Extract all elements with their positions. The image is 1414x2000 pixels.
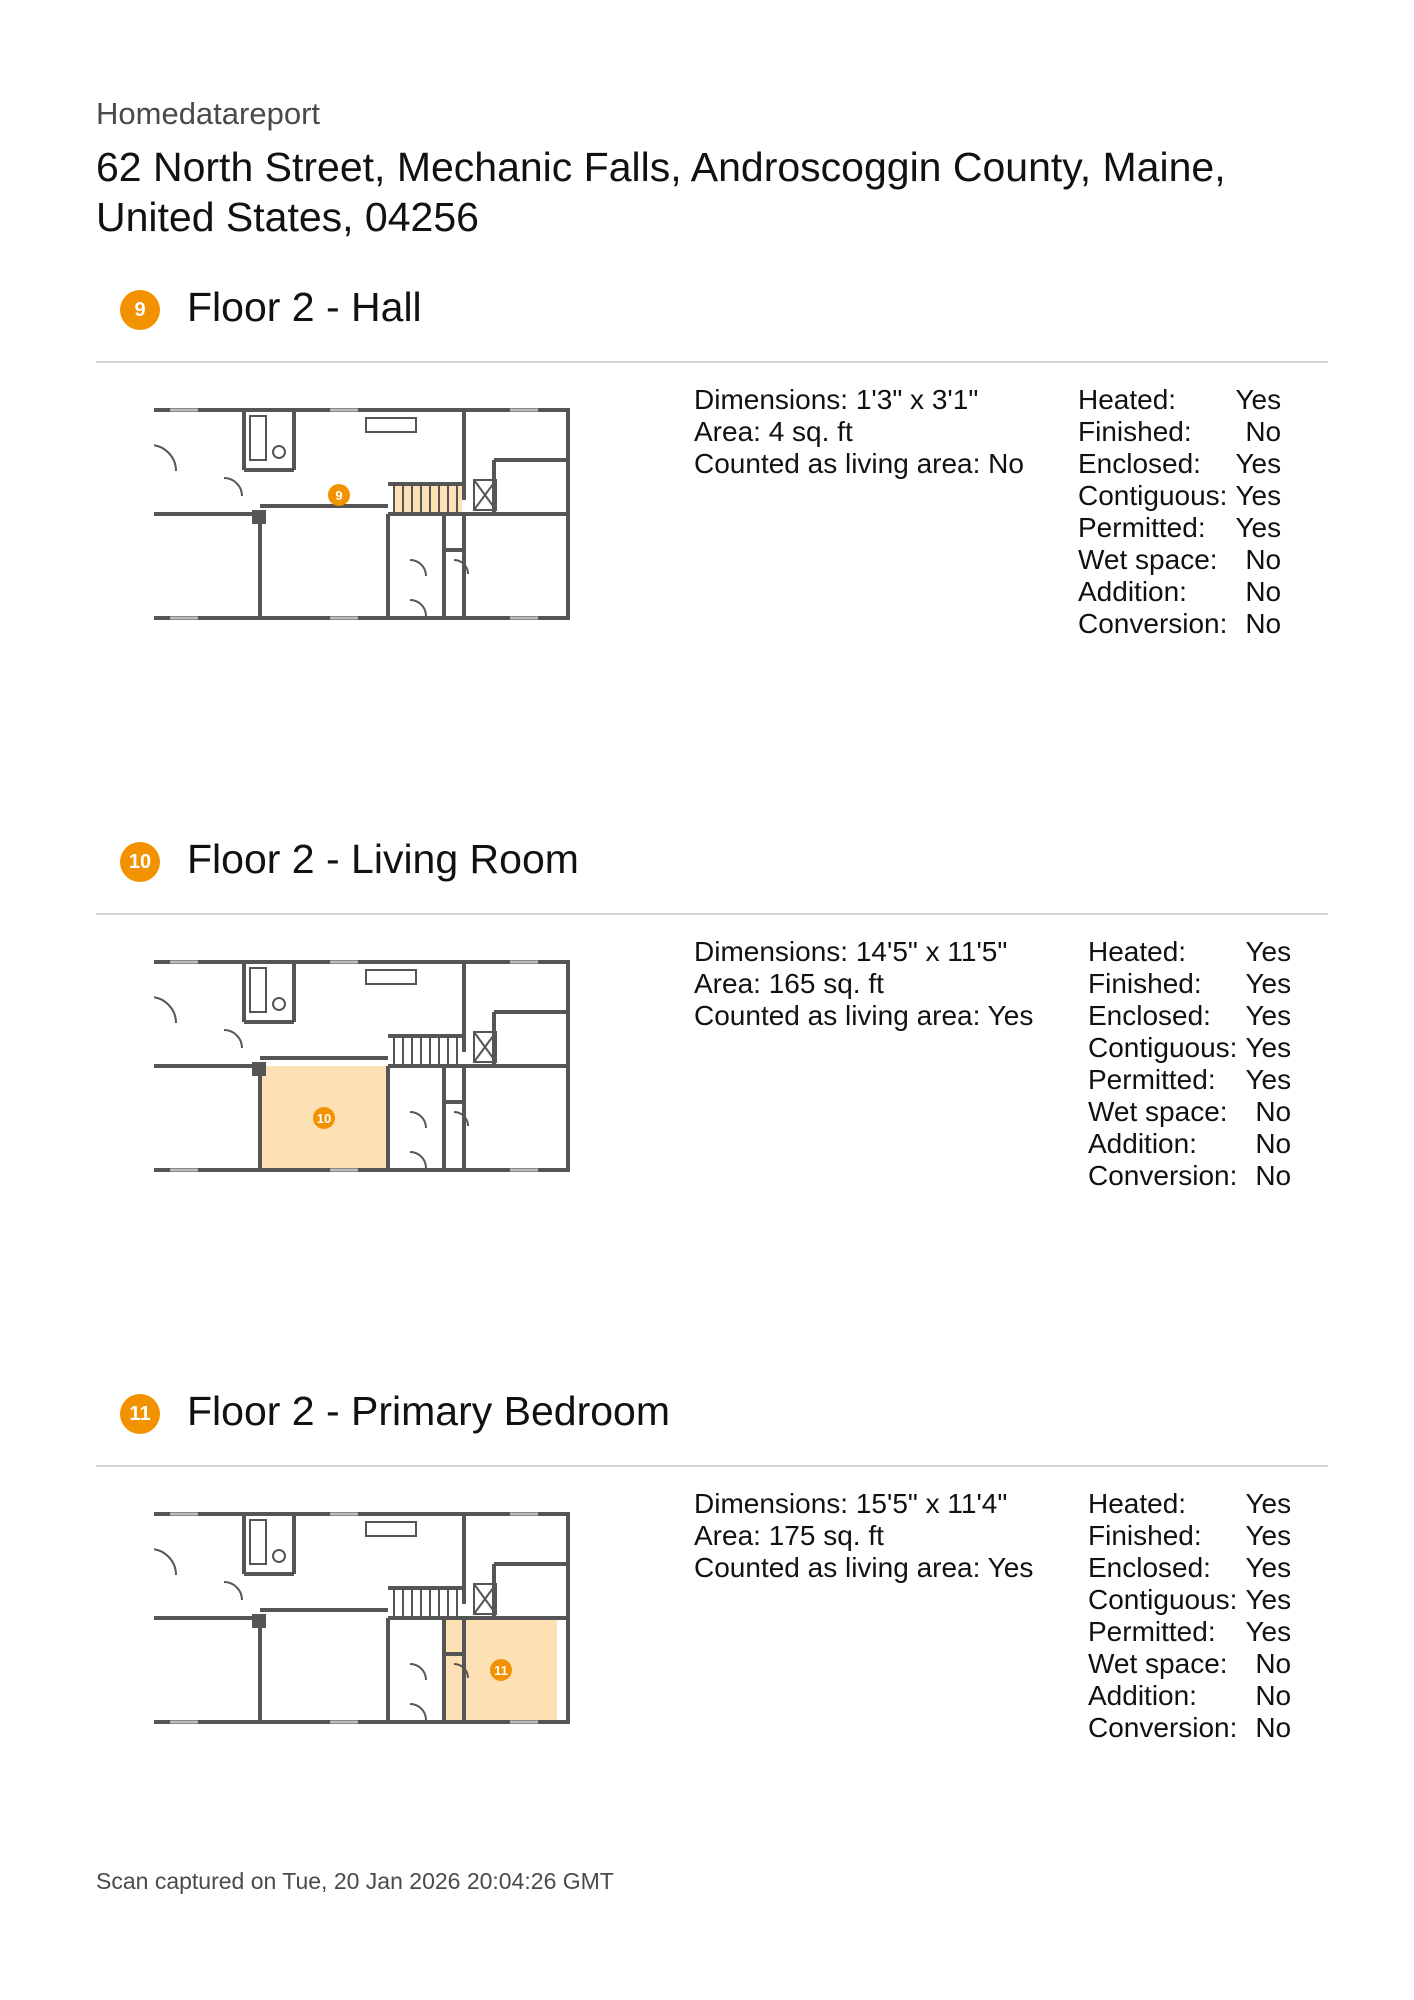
- property-label: Addition:: [1088, 1680, 1197, 1711]
- property-value: No: [1255, 1096, 1292, 1127]
- room-section: [96, 836, 1328, 1362]
- room-number-badge: 9: [120, 290, 160, 330]
- floor-plan: [154, 370, 614, 700]
- room-properties: [1088, 936, 1291, 1192]
- property-label: Addition:: [1088, 1128, 1197, 1159]
- property-label: Enclosed:: [1088, 1552, 1211, 1583]
- room-dimensions: Dimensions: 1'3" x 3'1": [694, 384, 979, 415]
- kitchen-counter: [366, 1522, 416, 1536]
- door-swing: [154, 445, 176, 471]
- property-label: Wet space:: [1078, 544, 1218, 575]
- brand-name: Homedatareport: [96, 96, 321, 131]
- property-value: No: [1245, 544, 1282, 575]
- door-swing: [224, 1030, 242, 1048]
- property-value: No: [1245, 608, 1282, 639]
- room-section: [96, 1388, 1328, 1914]
- floor-plan: [154, 1474, 614, 1804]
- kitchen-counter: [366, 970, 416, 984]
- property-value: Yes: [1245, 1552, 1292, 1583]
- property-value: Yes: [1245, 1000, 1292, 1031]
- property-value: Yes: [1235, 384, 1282, 415]
- property-label: Permitted:: [1088, 1616, 1216, 1647]
- sink: [273, 446, 285, 458]
- door-swing: [224, 1582, 242, 1600]
- room-info: [694, 384, 1024, 480]
- property-value: Yes: [1245, 1064, 1292, 1095]
- property-label: Conversion:: [1088, 1160, 1238, 1191]
- chimney: [252, 1614, 266, 1628]
- scan-timestamp: Scan captured on Tue, 20 Jan 2026 20:04:26 GMT: [96, 1868, 614, 1894]
- property-value: Yes: [1245, 1032, 1292, 1063]
- room-area: Area: 175 sq. ft: [694, 1520, 884, 1551]
- room-title: Floor 2 - Primary Bedroom: [187, 1388, 671, 1434]
- property-label: Heated:: [1088, 936, 1187, 967]
- property-label: Finished:: [1078, 416, 1192, 447]
- room-marker-label: 10: [316, 1111, 332, 1126]
- property-label: Finished:: [1088, 1520, 1202, 1551]
- room-properties: [1088, 1488, 1291, 1744]
- property-value: No: [1245, 416, 1282, 447]
- property-label: Contiguous:: [1088, 1584, 1238, 1615]
- floor-plan: [154, 922, 614, 1252]
- property-label: Enclosed:: [1088, 1000, 1211, 1031]
- floor-plan-drawing: [154, 410, 568, 618]
- door-swing: [224, 478, 242, 496]
- property-label: Heated:: [1088, 1488, 1187, 1519]
- property-value: Yes: [1235, 448, 1282, 479]
- door-swing: [410, 1152, 426, 1168]
- door-swing: [410, 1112, 426, 1128]
- room-dimensions: Dimensions: 15'5" x 11'4": [694, 1488, 1008, 1519]
- room-marker-label: 11: [494, 1663, 508, 1678]
- kitchen-counter: [366, 418, 416, 432]
- property-value: Yes: [1245, 1520, 1292, 1551]
- floor-plan-drawing: [154, 962, 568, 1170]
- property-label: Contiguous:: [1078, 480, 1228, 511]
- property-value: Yes: [1245, 936, 1292, 967]
- sink: [273, 998, 285, 1010]
- room-title: Floor 2 - Living Room: [187, 836, 579, 882]
- property-label: Wet space:: [1088, 1648, 1228, 1679]
- room-area: Area: 165 sq. ft: [694, 968, 884, 999]
- room-dimensions: Dimensions: 14'5" x 11'5": [694, 936, 1008, 967]
- section-divider: [96, 913, 1328, 915]
- door-swing: [410, 560, 426, 576]
- chimney: [252, 1062, 266, 1076]
- room-info: [694, 936, 1033, 1032]
- property-label: Permitted:: [1078, 512, 1206, 543]
- property-value: No: [1255, 1128, 1292, 1159]
- room-section: [96, 284, 1328, 810]
- property-label: Heated:: [1078, 384, 1177, 415]
- door-swing: [410, 1664, 426, 1680]
- property-value: No: [1255, 1712, 1292, 1743]
- property-label: Finished:: [1088, 968, 1202, 999]
- property-value: No: [1255, 1648, 1292, 1679]
- property-value: Yes: [1235, 512, 1282, 543]
- property-label: Enclosed:: [1078, 448, 1201, 479]
- property-value: Yes: [1245, 1584, 1292, 1615]
- room-area: Area: 4 sq. ft: [694, 416, 853, 447]
- property-address: 62 North Street, Mechanic Falls, Androscoggin County, Maine, United States, 04256: [96, 144, 1226, 240]
- room-number-badge: 11: [120, 1394, 160, 1434]
- property-label: Wet space:: [1088, 1096, 1228, 1127]
- room-title: Floor 2 - Hall: [187, 284, 422, 330]
- property-label: Contiguous:: [1088, 1032, 1238, 1063]
- living-area-flag: Counted as living area: No: [694, 448, 1024, 479]
- property-label: Permitted:: [1088, 1064, 1216, 1095]
- section-divider: [96, 1465, 1328, 1467]
- property-label: Conversion:: [1088, 1712, 1238, 1743]
- room-marker-label: 9: [335, 488, 343, 503]
- property-label: Addition:: [1078, 576, 1187, 607]
- room-number-badge: 10: [120, 842, 160, 882]
- property-value: No: [1245, 576, 1282, 607]
- property-value: Yes: [1245, 1616, 1292, 1647]
- door-swing: [410, 600, 426, 616]
- door-swing: [154, 997, 176, 1023]
- property-value: Yes: [1235, 480, 1282, 511]
- door-swing: [154, 1549, 176, 1575]
- door-swing: [410, 1704, 426, 1720]
- room-info: [694, 1488, 1033, 1584]
- sink: [273, 1550, 285, 1562]
- property-value: Yes: [1245, 1488, 1292, 1519]
- highlighted-room: [394, 484, 462, 514]
- section-divider: [96, 361, 1328, 363]
- living-area-flag: Counted as living area: Yes: [694, 1552, 1034, 1583]
- bathtub: [250, 416, 266, 460]
- property-value: No: [1255, 1160, 1292, 1191]
- bathtub: [250, 968, 266, 1012]
- room-properties: [1078, 384, 1281, 640]
- property-label: Conversion:: [1078, 608, 1228, 639]
- property-value: No: [1255, 1680, 1292, 1711]
- chimney: [252, 510, 266, 524]
- property-value: Yes: [1245, 968, 1292, 999]
- floor-plan-drawing: [154, 1514, 568, 1722]
- bathtub: [250, 1520, 266, 1564]
- living-area-flag: Counted as living area: Yes: [694, 1000, 1034, 1031]
